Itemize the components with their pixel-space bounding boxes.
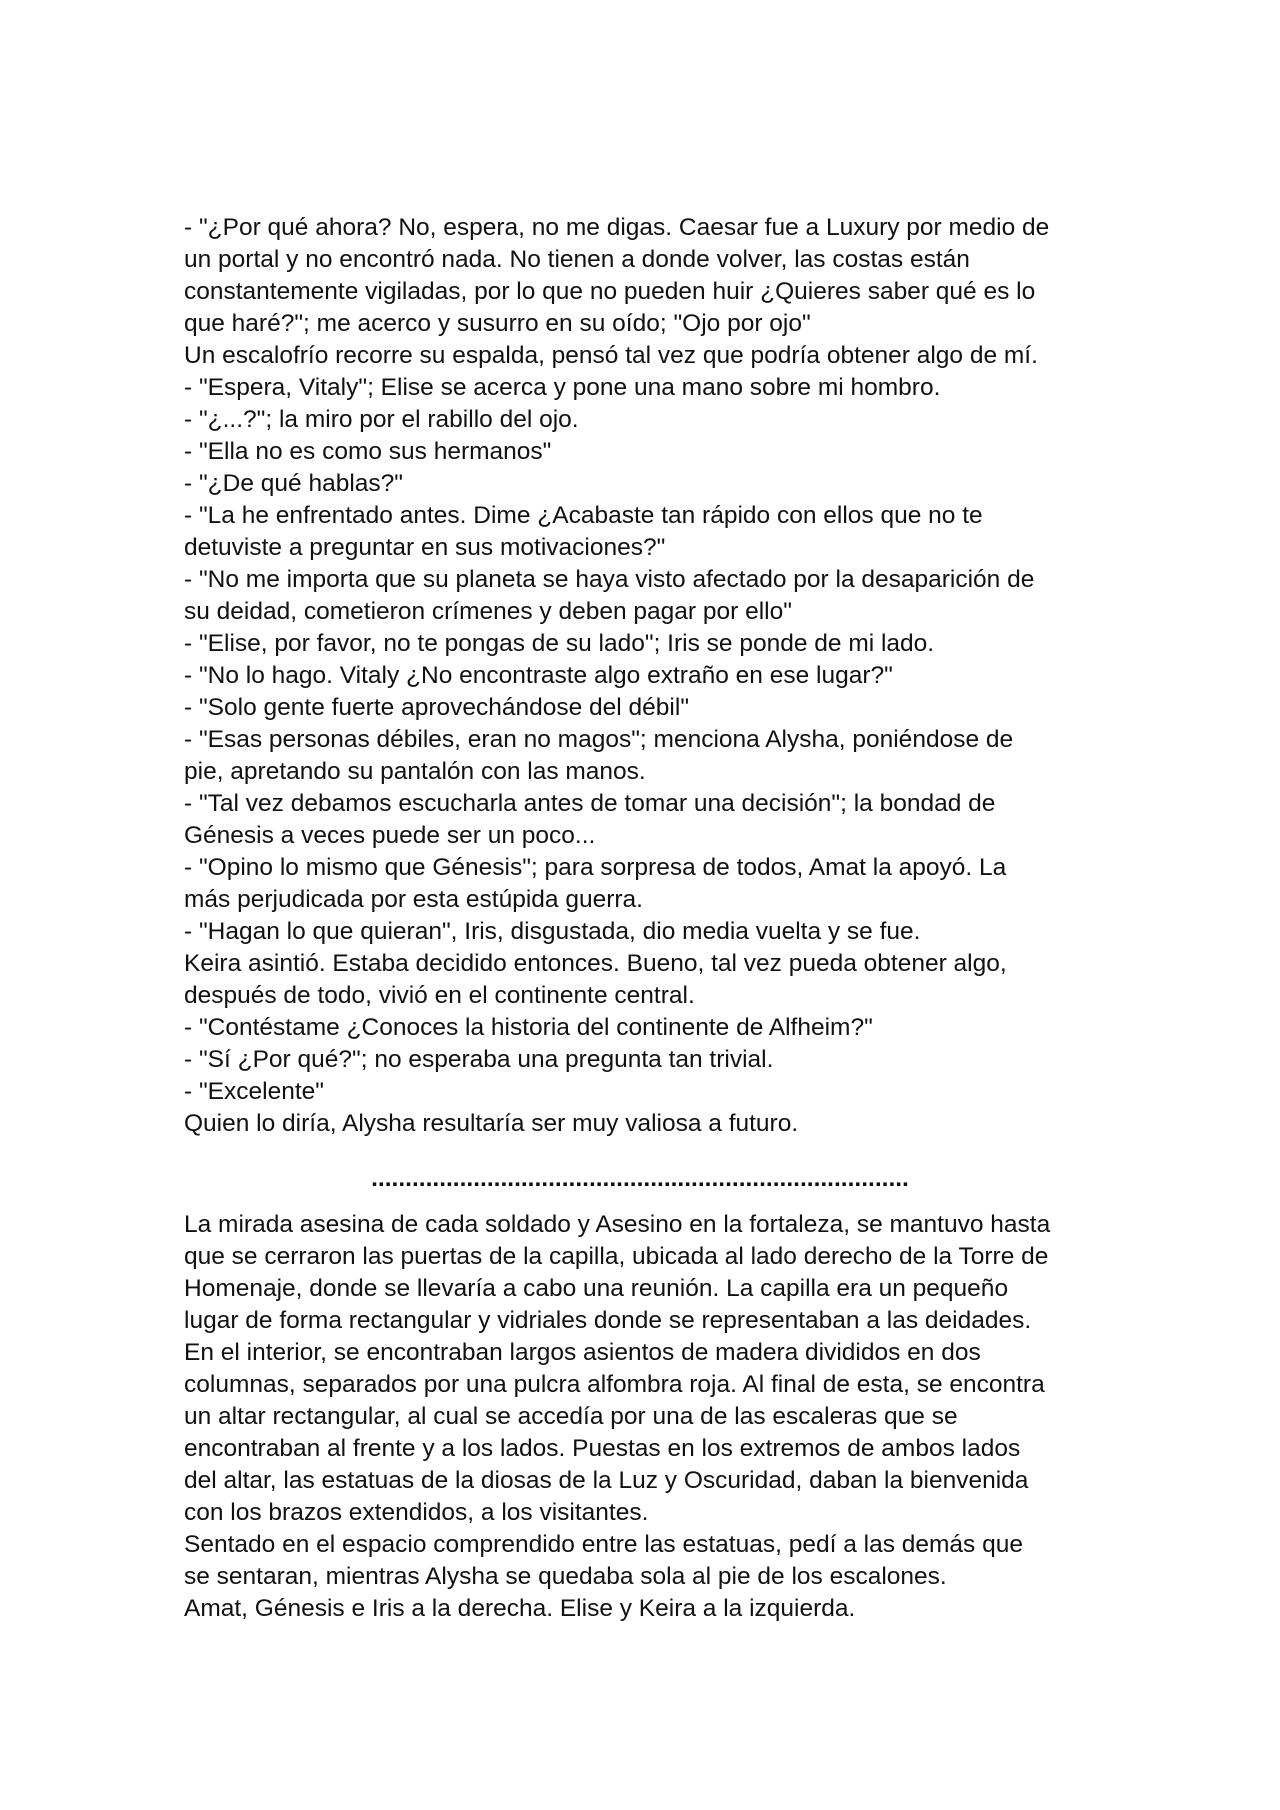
text-line: más perjudicada por esta estúpida guerra. bbox=[184, 886, 643, 913]
narrative-block bbox=[184, 1209, 1104, 1625]
text-line: Un escalofrío recorre su espalda, pensó tal vez que podría obtener algo de mí. bbox=[184, 342, 1038, 369]
text-line: pie, apretando su pantalón con las manos. bbox=[184, 758, 646, 785]
text-line: - "La he enfrentado antes. Dime ¿Acabaste tan rápido con ellos que no te bbox=[184, 502, 983, 529]
text-line: que se cerraron las puertas de la capilla, ubicada al lado derecho de la Torre de bbox=[184, 1243, 1049, 1270]
text-line: - "Opino lo mismo que Génesis"; para sorpresa de todos, Amat la apoyó. La bbox=[184, 854, 1007, 881]
text-line: del altar, las estatuas de la diosas de la Luz y Oscuridad, daban la bienvenida bbox=[184, 1467, 1029, 1494]
text-line: Quien lo diría, Alysha resultaría ser muy valiosa a futuro. bbox=[184, 1110, 799, 1137]
text-line: columnas, separados por una pulcra alfombra roja. Al final de esta, se encontra bbox=[184, 1371, 1045, 1398]
text-line: - "Contéstame ¿Conoces la historia del continente de Alfheim?" bbox=[184, 1014, 873, 1041]
text-line: - "No me importa que su planeta se haya visto afectado por la desaparición de bbox=[184, 566, 1035, 593]
text-line: Sentado en el espacio comprendido entre las estatuas, pedí a las demás que bbox=[184, 1531, 1023, 1558]
text-line: - "Hagan lo que quieran", Iris, disgustada, dio media vuelta y se fue. bbox=[184, 918, 921, 945]
text-line: En el interior, se encontraban largos asientos de madera divididos en dos bbox=[184, 1339, 981, 1366]
separator-dots: ............................................................................... bbox=[371, 1165, 909, 1192]
text-line: - "Tal vez debamos escucharla antes de tomar una decisión"; la bondad de bbox=[184, 790, 996, 817]
text-line: Génesis a veces puede ser un poco... bbox=[184, 822, 596, 849]
text-line: después de todo, vivió en el continente central. bbox=[184, 982, 695, 1009]
text-line: - "Ella no es como sus hermanos" bbox=[184, 438, 552, 465]
text-line: - "¿Por qué ahora? No, espera, no me digas. Caesar fue a Luxury por medio de bbox=[184, 214, 1050, 241]
dialogue-block bbox=[184, 212, 1104, 1140]
text-line: - "Sí ¿Por qué?"; no esperaba una pregunta tan trivial. bbox=[184, 1046, 774, 1073]
text-line: - "¿De qué hablas?" bbox=[184, 470, 403, 497]
text-line: detuviste a preguntar en sus motivaciones?" bbox=[184, 534, 666, 561]
text-line: Keira asintió. Estaba decidido entonces. Bueno, tal vez pueda obtener algo, bbox=[184, 950, 1007, 977]
text-line: - "Espera, Vitaly"; Elise se acerca y pone una mano sobre mi hombro. bbox=[184, 374, 941, 401]
text-line: lugar de forma rectangular y vidriales donde se representaban a las deidades. bbox=[184, 1307, 1032, 1334]
text-line: se sentaran, mientras Alysha se quedaba sola al pie de los escalones. bbox=[184, 1563, 947, 1590]
text-line: - "Solo gente fuerte aprovechándose del débil" bbox=[184, 694, 690, 721]
text-line: con los brazos extendidos, a los visitantes. bbox=[184, 1499, 649, 1526]
text-line: un altar rectangular, al cual se accedía por una de las escaleras que se bbox=[184, 1403, 958, 1430]
text-line: Homenaje, donde se llevaría a cabo una reunión. La capilla era un pequeño bbox=[184, 1275, 1009, 1302]
text-line: su deidad, cometieron crímenes y deben pagar por ello" bbox=[184, 598, 792, 625]
text-line: que haré?"; me acerco y susurro en su oído; "Ojo por ojo" bbox=[184, 310, 811, 337]
text-line: - "¿...?"; la miro por el rabillo del ojo. bbox=[184, 406, 579, 433]
text-line: - "Excelente" bbox=[184, 1078, 324, 1105]
text-line: un portal y no encontró nada. No tienen a donde volver, las costas están bbox=[184, 246, 970, 273]
scene-separator bbox=[0, 1163, 1280, 1195]
text-line: - "Elise, por favor, no te pongas de su lado"; Iris se ponde de mi lado. bbox=[184, 630, 935, 657]
text-line: Amat, Génesis e Iris a la derecha. Elise y Keira a la izquierda. bbox=[184, 1595, 856, 1622]
text-line: - "No lo hago. Vitaly ¿No encontraste algo extraño en ese lugar?" bbox=[184, 662, 893, 689]
text-line: - "Esas personas débiles, eran no magos"; menciona Alysha, poniéndose de bbox=[184, 726, 1014, 753]
text-line: encontraban al frente y a los lados. Puestas en los extremos de ambos lados bbox=[184, 1435, 1021, 1462]
text-line: constantemente vigiladas, por lo que no pueden huir ¿Quieres saber qué es lo bbox=[184, 278, 1036, 305]
text-line: La mirada asesina de cada soldado y Asesino en la fortaleza, se mantuvo hasta bbox=[184, 1211, 1051, 1238]
